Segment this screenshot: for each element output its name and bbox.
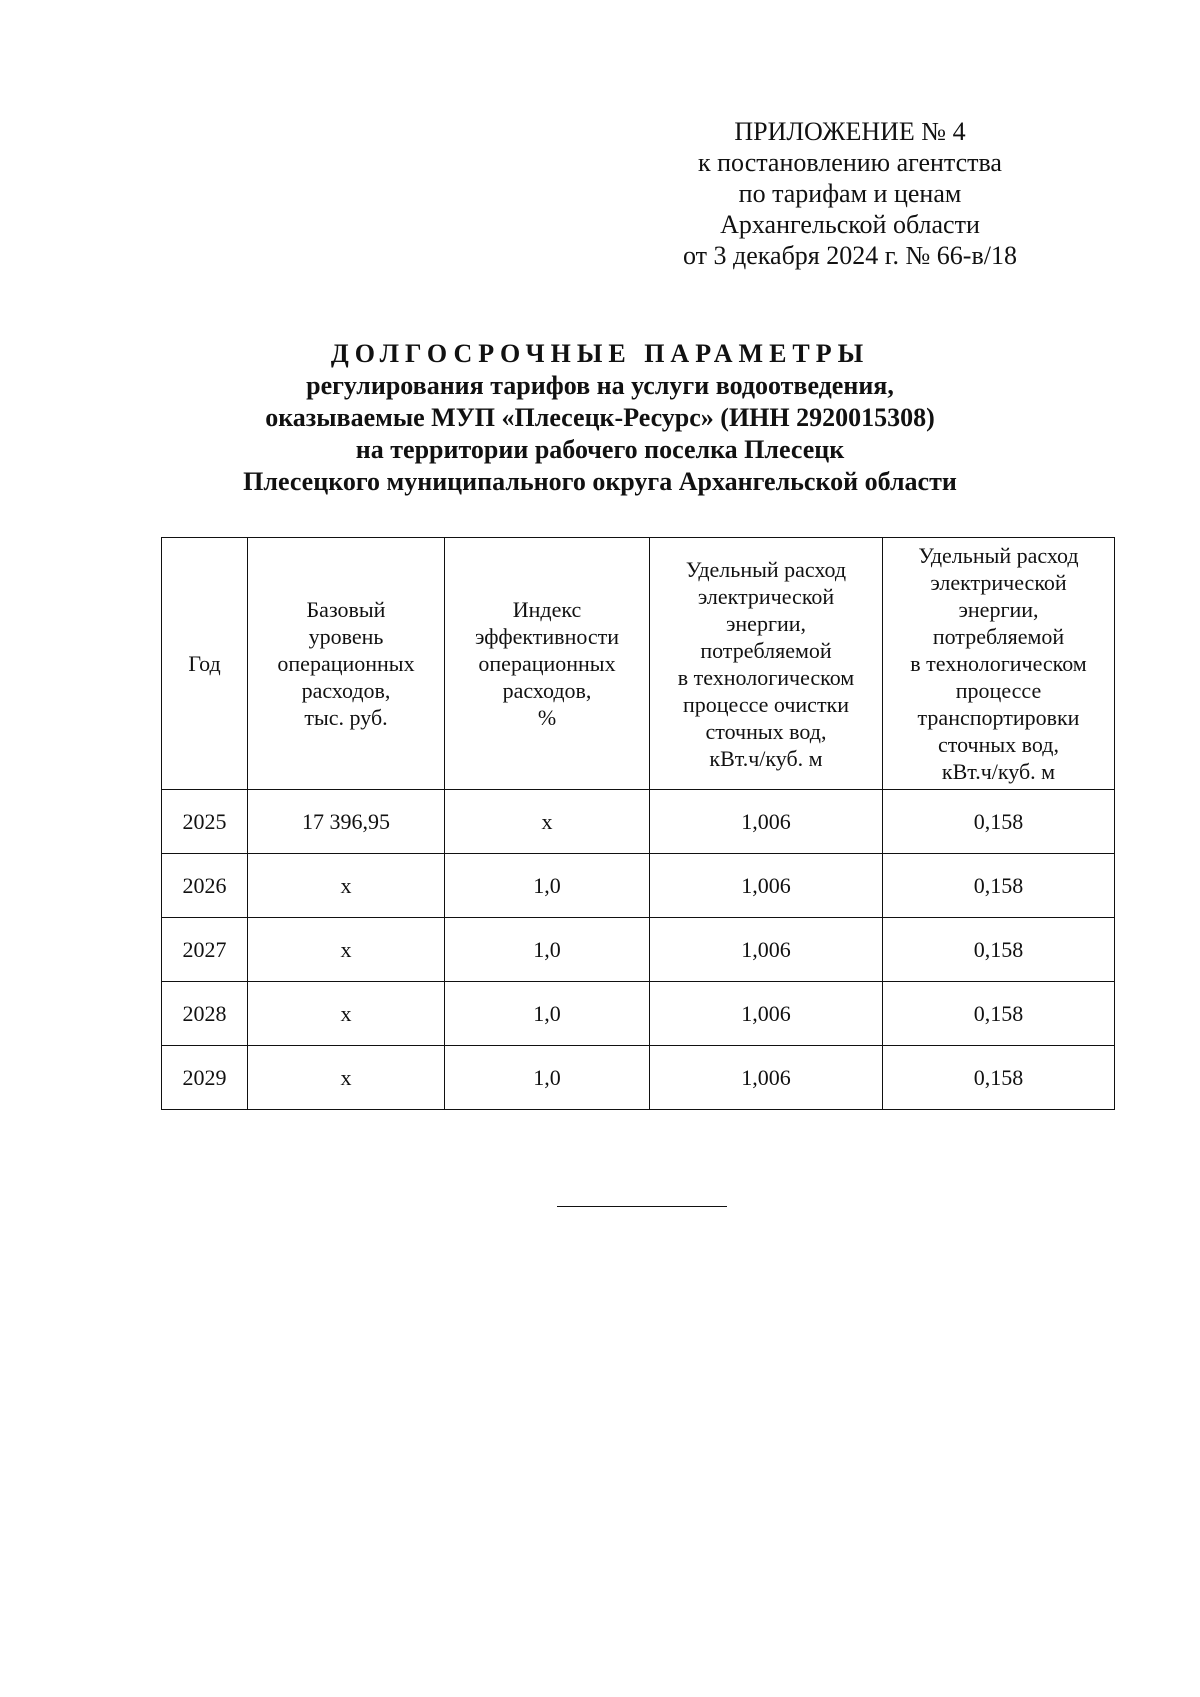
cell-energy-transport: 0,158	[883, 854, 1115, 918]
closing-divider	[557, 1206, 727, 1207]
cell-efficiency-index: 1,0	[445, 854, 650, 918]
heading-line: на территории рабочего поселка Плесецк	[355, 435, 845, 464]
header-energy-transport: Удельный расход электрической энергии, потребляемой в технологическом процессе транспортировки сточных вод, кВт.ч/куб. м	[883, 538, 1115, 790]
appendix-block	[640, 116, 1060, 271]
heading-line: оказываемые МУП «Плесецк-Ресурс» (ИНН 2920015308)	[265, 403, 935, 432]
cell-year: 2027	[162, 918, 248, 982]
cell-energy-treatment: 1,006	[650, 790, 883, 854]
table-row	[162, 790, 1115, 854]
appendix-line: Архангельской области	[720, 210, 980, 239]
cell-year: 2026	[162, 854, 248, 918]
appendix-number: ПРИЛОЖЕНИЕ № 4	[734, 117, 966, 146]
cell-energy-treatment: 1,006	[650, 854, 883, 918]
cell-base-opex: х	[248, 918, 445, 982]
table-row	[162, 982, 1115, 1046]
parameters-table	[161, 537, 1115, 1110]
cell-energy-transport: 0,158	[883, 790, 1115, 854]
cell-efficiency-index: 1,0	[445, 982, 650, 1046]
cell-efficiency-index: х	[445, 790, 650, 854]
cell-energy-transport: 0,158	[883, 982, 1115, 1046]
document-heading	[180, 338, 1020, 498]
cell-efficiency-index: 1,0	[445, 918, 650, 982]
cell-energy-treatment: 1,006	[650, 982, 883, 1046]
cell-year: 2029	[162, 1046, 248, 1110]
appendix-line: к постановлению агентства	[698, 148, 1002, 177]
cell-base-opex: х	[248, 982, 445, 1046]
appendix-date: от 3 декабря 2024 г. № 66-в/18	[683, 241, 1017, 270]
table-header-row	[162, 538, 1115, 790]
cell-energy-transport: 0,158	[883, 1046, 1115, 1110]
cell-base-opex: 17 396,95	[248, 790, 445, 854]
cell-base-opex: х	[248, 1046, 445, 1110]
table-row	[162, 1046, 1115, 1110]
appendix-line: по тарифам и ценам	[738, 179, 962, 208]
cell-year: 2028	[162, 982, 248, 1046]
header-energy-treatment: Удельный расход электрической энергии, потребляемой в технологическом процессе очистки сточных вод, кВт.ч/куб. м	[650, 538, 883, 790]
cell-energy-treatment: 1,006	[650, 918, 883, 982]
document-title: ДОЛГОСРОЧНЫЕ ПАРАМЕТРЫ	[330, 339, 870, 368]
cell-energy-transport: 0,158	[883, 918, 1115, 982]
header-base-opex: Базовый уровень операционных расходов, тыс. руб.	[248, 538, 445, 790]
header-year: Год	[162, 538, 248, 790]
heading-line: Плесецкого муниципального округа Архангельской области	[243, 467, 957, 496]
cell-base-opex: х	[248, 854, 445, 918]
table-row	[162, 918, 1115, 982]
table-row	[162, 854, 1115, 918]
cell-year: 2025	[162, 790, 248, 854]
heading-line: регулирования тарифов на услуги водоотведения,	[306, 371, 894, 400]
cell-energy-treatment: 1,006	[650, 1046, 883, 1110]
cell-efficiency-index: 1,0	[445, 1046, 650, 1110]
header-efficiency-index: Индекс эффективности операционных расходов, %	[445, 538, 650, 790]
